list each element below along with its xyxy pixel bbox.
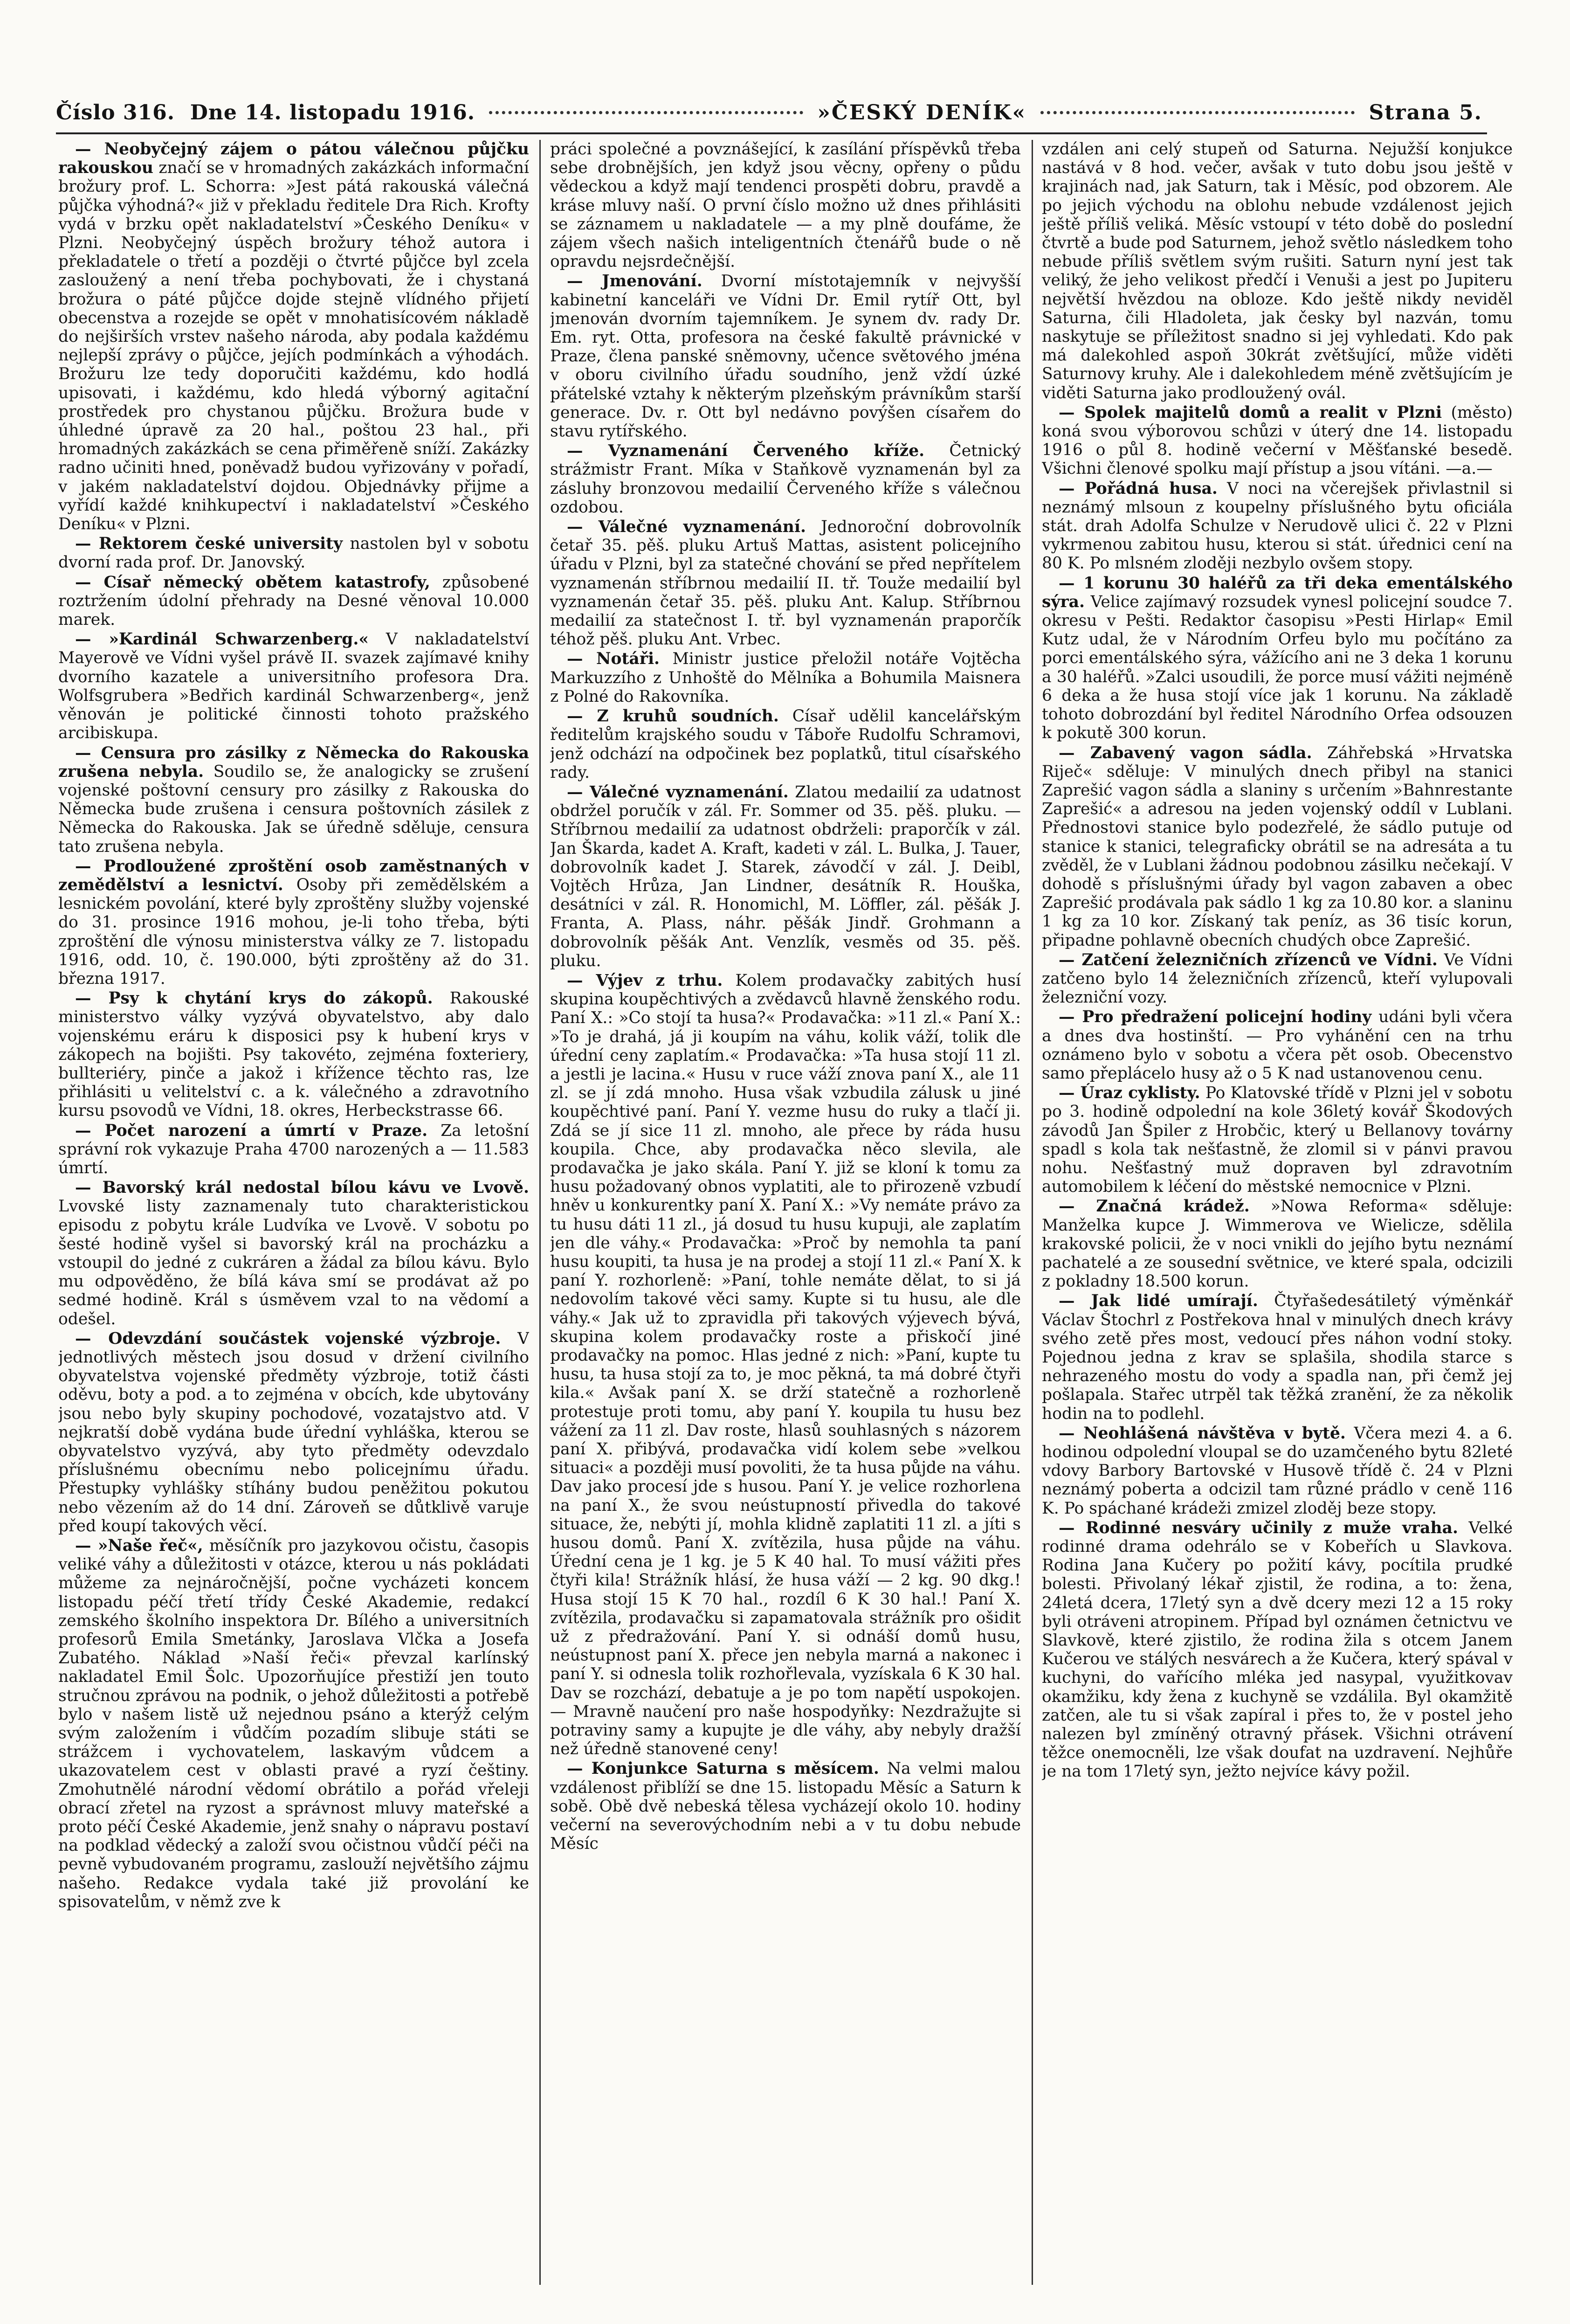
article-body: Kolem prodavačky zabitých husí skupina koupěchtivých a zvědavců hlavně ženského rodu. Paní X.: »Co stojí ta husa?« Prodavačka: »11 zl.« Paní X.: »To je drahá, já ji koupím na váhu, kolik váží, tolik dle úřední ceny zaplatím.« Prodavačka: »Ta husa stojí 11 zl. a jestli je lacina.« Husu v ruce váží znova paní X., ale 11 zl. se jí zdá mnoho. Husa však vzbudila zálusk u jiné koupěchtivé paní. Paní Y. vezme husu do ruky a tlačí ji. Zdá se jí sice 11 zl. mnoho, ale přece by ráda husu koupila. Chce, aby prodavačka něco slevila, ale prodavačka je jako skála. Paní Y. již se kloní k tomu za husu požadovaný obnos vyplatiti, ale to přirozeně vzbudí hněv u konkurentky paní X. Paní X.: »Vy nemáte právo za tu husu dáti 11 zl., já dosud tu husu kupuji, ale zaplatím jen dle váhy.« Prodavačka: »Proč by nemohla ta paní husu koupiti, ta husa je na prodej a stojí 11 zl.« Paní X. k paní Y. rozhorleně: »Paní, tohle nemáte dělat, to si já nedovolím takové věci samy. Kupte si tu husu, ale dle váhy.« Jak už to zpravidla při takových výjevech bývá, skupina kolem prodavačky roste a přiskočí jiné prodavačky na pomoc. Hlas jedné z nich: »Paní, kupte tu husu, ta husa stojí za to, je moc pěkná, ta má dobré čtyři kila.« Avšak paní X. se drží statečně a rozhorleně protestuje proti tomu, aby paní Y. koupila tu husu bez vážení za 11 zl. Dav roste, hlasů souhlasných s názorem paní X. přibývá, prodavačka vidí kolem sebe »velkou situaci« a později musí povoliti, že ta husa půjde na váhu. Dav jako procesí jde s husou. Paní Y. je velice rozhorlena na paní X., že svou neústupností přivedla do takové situace, že, nebýti jí, mohla klidně zaplatiti 11 zl. a jíti s husou domů. Paní X. zvítězila, husa půjde na váhu. Úřední cena je 1 kg. je 5 K 40 hal. To musí vážiti přes čtyři kila! Strážník hlásí, že husa váží — 2 kg. 90 dkg.! Husa stojí 15 K 70 hal., rozdíl 6 K 30 hal.! Paní X. zvítězila, prodavačku si zapamatovala strážník pro ošidit už z předražování. Paní Y. si odnáší domů husu, neústupnost paní X. přece jen nebyla marná a nakonec i paní Y. si odnesla tolik rozhořlevala, vyzískala 6 K 30 hal. Dav se rozchází, debatuje a je po tom napětí uspokojen. — Mravně naučení pro naše hospodyňky: Nezdražujte si potraviny samy a kupujte je dle váhy, aby nebyly dražší než úředně stanovené ceny! <box>550 971 1021 1759</box>
article-heading: — Pro předražení policejní hodiny <box>1059 1008 1372 1027</box>
article-heading: — Jak lidé umírají. <box>1059 1292 1258 1311</box>
article-body: Záhřebská »Hrvatska Riječ« sděluje: V minulých dnech přibyl na stanici Zaprešić vagon sádla a slaniny s určením »Bahnrestante Zaprešić« a adresou na jeden vojenský oddíl v Lublani. Přednostovi stanice bylo podezřelé, že sádlo putuje od stanice k stanici, telegraficky obrátil se na adresáta a tu zvěděl, že v Lublani žádnou podobnou zásilku nečekají. V dohodě s příslušnými úřady byl vagon zabaven a obec Zaprešić prodávala pak sádlo 1 kg za 10.80 kor. a slaninu 1 kg za 10 kor. Získaný tak peníz, as 36 tisíc korun, připadne pohlavně obecních chudých obce Zaprešić. <box>1042 743 1513 950</box>
article-paragraph <box>550 650 1021 706</box>
article-paragraph <box>550 971 1021 1759</box>
article-paragraph <box>58 1178 529 1328</box>
article-paragraph <box>1042 574 1513 743</box>
article-body: Lvovské listy zaznamenaly tuto charakteristickou episodu z pobytu krále Ludvíka ve Lvově. V sobotu po šesté hodině vyšel si bavorský král na procházku a vstoupil do jedné z cukráren a žádal za bílou kávu. Bylo mu odpověděno, že bílá káva smí se prodávat až po sedmé hodině. Král s úsměvem vzal to na vědomí a odešel. <box>58 1197 529 1328</box>
article-body: nastolen byl v sobotu dvorní rada prof. Dr. Janovský. <box>58 534 529 572</box>
article-heading: — Zabavený vagon sádla. <box>1059 743 1312 762</box>
article-paragraph <box>58 744 529 856</box>
article-heading: — Neohlášená návštěva v bytě. <box>1059 1424 1346 1443</box>
article-paragraph <box>1042 1292 1513 1423</box>
article-body: Rakouské ministerstvo války vyzývá obyvatelstvo, aby dalo vojenskému eráru k disposici psy k hubení krys v zákopech na bojišti. Psy takovéto, zejména foxteriery, bullteriéry, pinče a jakož i křížence těchto ras, lze přihlásiti u velitelství c. a k. válečného a zdravotního kursu psovodů ve Vídni, 18. okres, Herbeckstrasse 66. <box>58 989 529 1120</box>
article-heading: — Rektorem české university <box>75 534 343 553</box>
text-column-2 <box>550 140 1021 2294</box>
article-body: Jednoroční dobrovolník četař 35. pěš. pluku Artuš Mattas, asistent policejního úřadu v Plzni, byl za statečné chování se před nepřítelem vyznamenán stříbrnou medailií II. tř. Touže medailií byl vyznamenán četař 35. pěš. pluku Ant. Kalup. Stříbrnou medailií za statečnost I. tř. byl vyznamenán praporčík téhož pěš. pluku Ant. Vrbec. <box>550 518 1021 649</box>
article-paragraph <box>550 1759 1021 1853</box>
article-paragraph <box>1042 140 1513 402</box>
page-header <box>56 96 1482 129</box>
article-body: Zlatou medailií za udatnost obdržel poručík v zál. Fr. Sommer od 35. pěš. pluku. — Stříbrnou medailií za udatnost obdrželi: praporčík v zál. Jan Škarda, kadet A. Kraft, kadeti v zál. L. Bulka, J. Tauer, dobrovolník kadet J. Starek, závodčí v zál. J. Deibl, Vojtěch Hrůza, Jan Lindner, desátník R. Houška, desátníci v zál. R. Honomichl, M. Löffler, zál. pěšák J. Franta, A. Plass, náhr. pěšák Jindř. Grohmann a dobrovolník pěšák Ant. Venzlík, vesměs od 35. pěš. pluku. <box>550 782 1021 970</box>
article-paragraph <box>1042 951 1513 1007</box>
article-heading: — Značná krádež. <box>1059 1197 1250 1216</box>
article-body: Četnický strážmistr Frant. Míka v Staňkově vyznamenán byl za zásluhy bronzovou medailií Červeného kříže s válečnou ozdobou. <box>550 442 1021 517</box>
article-paragraph <box>58 140 529 533</box>
article-heading: — Zatčení železničních zřízenců ve Vídni. <box>1059 950 1438 969</box>
article-heading: — Spolek majitelů domů a realit v Plzni <box>1059 403 1442 422</box>
article-paragraph <box>58 1536 529 1911</box>
article-body: Po Klatovské třídě v Plzni jel v sobotu po 3. hodině odpolední na kole 36letý kovář Škodových závodů Jan Špiler z Hrobčic, který u Bellanovy továrny spadl s kola tak nešťastně, že zlomil si v pánvi pravou nohu. Nešťastný muž dopraven byl zdravotním automobilem k léčení do městské nemocnice v Plzni. <box>1042 1084 1513 1197</box>
article-body: vzdálen ani celý stupeň od Saturna. Nejužší konjukce nastává v 8 hod. večer, avšak v tuto dobu jsou ještě v krajinách nad, jak Saturn, tak i Měsíc, pod obzorem. Ale po jejich východu na oblohu nebude vzdálenost jejich ještě příliš veliká. Měsíc vstoupí v této době do poslední čtvrtě a bude pod Saturnem, jehož světlo následkem toho nebude příliš světlem svým rušiti. Saturn nyní jest tak veliký, že jeho velikost předčí i Venuši a jest po Jupiteru největší hvězdou na obloze. Kdo ještě nikdy neviděl Saturna, čili Hladoleta, jak česky byl nazván, tomu naskytuje se příležitost snadno si jej vyhledati. Kdo pak má dalekohled aspoň 30krát zvětšující, může viděti Saturnovy kruhy. Ale i dalekohledem méně zvětšujícím je viděti Saturna jako prodloužený ovál. <box>1042 140 1513 402</box>
article-heading: — Odevzdání součástek vojenské výzbroje. <box>75 1329 501 1348</box>
article-heading: — Válečné vyznamenání. <box>567 518 806 537</box>
article-body: Ministr justice přeložil notáře Vojtěcha Markuzzího z Unhoště do Mělníka a Bohumila Maisnera z Polné do Rakovníka. <box>550 650 1021 706</box>
article-body: práci společné a povznášející, k zasílání příspěvků třeba sebe drobnějších, jen když jsou věcny, opřeny o půdu vědeckou a když mají tendenci prospěti dobru, pravdě a kráse mluvy naší. O první číslo možno už dnes přihlásiti se záznamem u nakladatele — a my plně doufáme, že zájem všech našich inteligentních čtenářů bude o ně opravdu nejsrdečnější. <box>550 140 1021 271</box>
article-heading: — Neobyčejný zájem o pátou válečnou půjčku rakouskou <box>58 140 529 178</box>
article-body: Osoby při zemědělském a lesnickém povolání, které byly zproštěny služby vojenské do 31. prosince 1916 mohou, je-li toho třeba, býti zproštění dle výnosu ministerstva války ze 7. listopadu 1916, odd. 10, č. 190.000, býti zproštěny až do 31. března 1917. <box>58 875 529 988</box>
article-body: způsobené roztržením údolní přehrady na Desné věnoval 10.000 marek. <box>58 573 529 629</box>
article-paragraph <box>1042 1084 1513 1196</box>
article-body: značí se v hromadných zakázkách informační brožury prof. L. Schorra: »Jest pátá rakouská válečná půjčka výhodná?« již v překladu ředitele Dra Rich. Krofty vydá v brzku opět nakladatelství »Českého Deníku« v Plzni. Neobyčejný úspěch brožury téhož autora i překladatele o třetí a později o čtvrté půjčce byl zcela zasloužený a není třeba pochybovati, že i chystaná brožura o páté půjčce dojde stejně vlídného přijetí obecenstva a rozejde se opět v mnohatisícovém nákladě do nejširších vrstev našeho národa, aby podala každému nejlepší zprávy o půjčce, jejích podmínkách a výhodách. Brožuru lze tedy doporučiti každému, kdo hodlá upisovati, i každému, kdo hledá výborný agitační prostředek pro chystanou půjčku. Brožura bude v úhledné úpravě za 20 hal., poštou 23 hal., při hromadných zakázkách se cena přiměřeně sníží. Zakázky radno učiniti hned, poněvadž budou vyřizovány v pořadí, v jakém nakladatelství dojdou. Objednávky přijme a vyřídí každé knihkupectví i nakladatelství »Českého Deníku« v Plzni. <box>58 159 529 534</box>
article-heading: — »Kardinál Schwarzenberg.« <box>75 630 369 649</box>
article-body: Včera mezi 4. a 6. hodinou odpolední vloupal se do uzamčeného bytu 82leté vdovy Barbory Bartovské v Husově třídě č. 24 v Plzni neznámý poberta a odcizil tam různé prádlo v ceně 116 K. Po spáchané krádeži zmizel zloděj beze stopy. <box>1042 1424 1513 1518</box>
article-body: V jednotlivých městech jsou dosud v držení civilního obyvatelstva vojenské předměty výzbroje, totiž části oděvu, boty a pod. a to zejména v obcích, kde ubytovány jsou nebo byly skupiny pochodové, vozatajstvo atd. V nejkratší době vydána bude úřední vyhláška, kterou se obyvatelstvo vyzývá, aby tyto předměty odevzdalo příslušnému obecnímu nebo policejnímu úřadu. Přestupky vyhlášky stíhány budou peněžitou pokutou nebo vězením až do 14 dní. Zároveň se důtklivě varuje před koupí takových věcí. <box>58 1329 529 1536</box>
article-heading: — Jmenování. <box>567 272 702 291</box>
column-divider <box>1032 140 1033 2285</box>
header-ornament <box>1040 111 1355 118</box>
article-body: »Nowa Reforma« sděluje: Manželka kupce J. Wimmerova ve Wielicze, sdělila krakovské policii, že v noci vnikli do jejího bytu neznámí pachatelé a ze sousední světnice, ve které spala, odcizili z pokladny 18.500 korun. <box>1042 1197 1513 1291</box>
article-paragraph <box>58 573 529 629</box>
text-column-1 <box>58 140 529 2294</box>
article-paragraph <box>1042 1197 1513 1291</box>
article-heading: — Z kruhů soudních. <box>567 707 779 726</box>
article-body: Za letošní správní rok vykazuje Praha 4700 narozených a — 11.583 úmrtí. <box>58 1121 529 1177</box>
article-heading: — Válečné vyznamenání. <box>567 782 789 802</box>
article-heading: — Výjev z trhu. <box>567 971 723 990</box>
article-paragraph <box>58 630 529 742</box>
article-heading: — Rodinné nesváry učinily z muže vraha. <box>1059 1518 1458 1537</box>
header-rule <box>56 132 1487 134</box>
article-paragraph <box>1042 403 1513 478</box>
article-paragraph <box>1042 1519 1513 1781</box>
article-paragraph <box>550 783 1021 970</box>
article-heading: — Pořádná husa. <box>1059 479 1218 498</box>
article-body: Dvorní místotajemník v nejvyšší kabinetní kanceláři ve Vídni Dr. Emil rytíř Ott, byl jmenován dvorním tajemníkem. Je synem dv. rady Dr. Em. ryt. Otta, profesora na české fakultě právnické v Praze, člena panské sněmovny, učence světového jména v oboru civilního úřadu soudního, jenž vždí úzké přátelské vztahy k některým plzeňským právníkům starší generace. Dv. r. Ott byl nedávno povýšen císařem do stavu rytířského. <box>550 272 1021 441</box>
article-heading: — Prodloužené zproštění osob zaměstnaných v zemědělství a lesnictví. <box>58 857 529 894</box>
issue-number: Číslo 316. <box>56 100 175 124</box>
article-paragraph <box>1042 1424 1513 1518</box>
article-body: Čtyřašedesátiletý výměnkář Václav Štochrl z Postřekova hnal v minulých dnech krávy svého zetě přes most, vedoucí přes náhon vodní stoky. Pojednou jedna z krav se splašila, shodila starce s nehrazeného mostu do vody a spadla nan, při čemž jej pošlapala. Stařec utrpěl tak těžká zranění, že za několik hodin na to podlehl. <box>1042 1292 1513 1423</box>
article-paragraph <box>1042 1008 1513 1083</box>
article-body: měsíčník pro jazykovou očistu, časopis veliké váhy a důležitosti v otázce, kterou u nás pokládati můžeme za nejnáročnější, počne vycházeti koncem listopadu péčí třetí třídy České Akademie, redakcí zemského školního inspektora Dr. Bílého a universitních profesorů Emila Smetánky, Jaroslava Vlčka a Josefa Zubatého. Náklad »Naší řeči« převzal karlínský nakladatel Emil Šolc. Upozorňujíce přestiží jen touto stručnou zprávou na podnik, o jehož důležitosti a potřebě bylo v našem listě už nejednou psáno a kterýž celým svým založením i vůdčím pozadím slibuje státi se strážcem i vychovatelem, laskavým vůdcem a ukazovatelem cest v oblasti pravé a ryzí češtiny. Zmohutnělé národní vědomí obrátilo a pořád vřeleji obrací zřetel na ryzost a správnost mluvy mateřské a proto péčí České Akademie, jenž snahy o nápravu postaví na podklad vědecký a založí svou očistnou vůdčí péči na pevně vybudovaném programu, zaslouží největšího zájmu našeho. Redakce vydala také již provolání ke spisovatelům, v němž zve k <box>58 1536 529 1911</box>
article-paragraph <box>1042 744 1513 950</box>
article-paragraph <box>1042 479 1513 573</box>
article-paragraph <box>550 272 1021 441</box>
article-heading: — Bavorský král nedostal bílou kávu ve Lvově. <box>75 1178 529 1197</box>
article-body: V nakladatelství Mayerově ve Vídni vyšel právě II. svazek zajímavé knihy dvorního kazatele a universitního profesora Dra. Wolfsgrubera »Bedřich kardinál Schwarzenberg«, jenž věnován je politické činnosti tohoto pražského arcibiskupa. <box>58 630 529 743</box>
article-body: udáni byli včera a dnes dva hostinští. — Pro vyhánění cen na trhu oznámeno bylo v sobotu a včera pět osob. Obecenstvo samo přeplácelo husy až o 5 K nad ustanovenou cenu. <box>1042 1008 1513 1083</box>
article-heading: — Censura pro zásilky z Německa do Rakouska zrušena nebyla. <box>58 743 529 781</box>
article-body: Velice zajímavý rozsudek vynesl policejní soudce 7. okresu v Pešti. Redaktor časopisu »Pesti Hirlap« Emil Kutz udal, že v Národním Orfeu bylo mu počítáno za porci ementálského sýra, vážícího ani ne 3 deka 1 korunu a 30 haléřů. »Zalci usoudili, že porce musí vážiti nejméně 6 deka a že husa stojí více jak 1 korunu. Na základě tohoto dobrozdání byl ředitel Národního Orfea odsouzen k pokutě 300 korun. <box>1042 592 1513 743</box>
text-column-3 <box>1042 140 1513 2294</box>
article-heading: — Úraz cyklisty. <box>1059 1084 1200 1103</box>
article-body: (město) koná svou výborovou schůzi v úterý dne 14. listopadu 1916 o půl 8. hodině večerní v Měšťanské besedě. Všichni členové spolku mají přístup a jsou vítáni. —a.— <box>1042 403 1513 478</box>
article-heading: — Počet narození a úmrtí v Praze. <box>75 1121 428 1140</box>
article-body: Velké rodinné drama odehrálo se v Kobeřích u Slavkova. Rodina Jana Kučery po požití kávy, pocítila prudké bolesti. Přivolaný lékař zjistil, že rodina, a to: žena, 24letá dcera, 17letý syn a dvě dcery mezi 12 a 15 roky byli otráveni atropinem. Případ byl oznámen četnictvu ve Slavkově, které zjistilo, že rodina žila s otcem Janem Kučerou ve stálých nesvárech a že Kučera, který spával v kuchyni, do vařícího mléka jed nasypal, využitkovav okamžiku, kdy žena z kuchyně se vzdálila. Byl okamžitě zatčen, ale tu si však zapíral i přes to, že v postel jeho nalezen byl zmíněný otravný přásek. Všichni otrávení těžce onemocněli, lze však doufat na uzdravení. Nejhůře je na tom 17letý syn, ježto nejvíce kávy požil. <box>1042 1518 1513 1781</box>
article-body: Císař udělil kancelářským ředitelům krajského soudu v Táboře Rudolfu Schramovi, jenž odchází na odpočinek bez poplatků, titul císařského rady. <box>550 707 1021 782</box>
article-body: Ve Vídni zatčeno bylo 14 železničních zřízenců, kteří vylupovali železniční vozy. <box>1042 950 1513 1007</box>
issue-and-date <box>56 101 475 124</box>
article-heading: — Psy k chytání krys do zákopů. <box>75 989 433 1008</box>
article-heading: — 1 korunu 30 haléřů za tři deka ementálského sýra. <box>1042 574 1513 611</box>
article-paragraph <box>58 1121 529 1178</box>
newspaper-page <box>14 0 1557 2324</box>
article-paragraph <box>550 707 1021 782</box>
page-number: Strana 5. <box>1369 100 1482 124</box>
article-heading: — Notáři. <box>567 650 660 669</box>
header-ornament <box>489 111 803 118</box>
article-paragraph <box>58 1329 529 1536</box>
article-paragraph <box>58 857 529 988</box>
article-paragraph <box>550 442 1021 517</box>
article-heading: — Vyznamenání Červeného kříže. <box>567 442 925 461</box>
article-paragraph <box>550 518 1021 649</box>
article-paragraph <box>550 140 1021 271</box>
article-heading: — Konjunkce Saturna s měsícem. <box>567 1759 879 1778</box>
article-body: Na velmi malou vzdálenost přiblíží se dne 15. listopadu Měsíc a Saturn k sobě. Obě dvě nebeská tělesa vycházejí okolo 10. hodiny večerní na severovýchodním nebi a v tu dobu nebude Měsíc <box>550 1759 1021 1854</box>
article-heading: — »Naše řeč«, <box>75 1536 203 1556</box>
article-paragraph <box>58 989 529 1120</box>
column-divider <box>539 140 541 2285</box>
article-paragraph <box>58 534 529 572</box>
article-body: Soudilo se, že analogicky se zrušení vojenské poštovní censury pro zásilky z Rakouska do Německa bude zrušena i censura poštovních zásilek z Německa do Rakouska. Jak se úředně sděluje, censura tato zrušena nebyla. <box>58 762 529 856</box>
article-heading: — Císař německý obětem katastrofy, <box>75 573 430 592</box>
issue-date: Dne 14. listopadu 1916. <box>190 100 475 124</box>
newspaper-title: »ČESKÝ DENÍK« <box>817 100 1027 124</box>
article-body: V noci na včerejšek přivlastnil si neznámý mlsoun z koupelny příslušného bytu oficiála stát. drah Adolfa Schulze v Nerudově ulici č. 22 v Plzni vykrmenou zabitou husu, kterou si stát. úřednici cení na 80 K. Po mlsném zloději nezbylo ovšem stopy. <box>1042 479 1513 573</box>
